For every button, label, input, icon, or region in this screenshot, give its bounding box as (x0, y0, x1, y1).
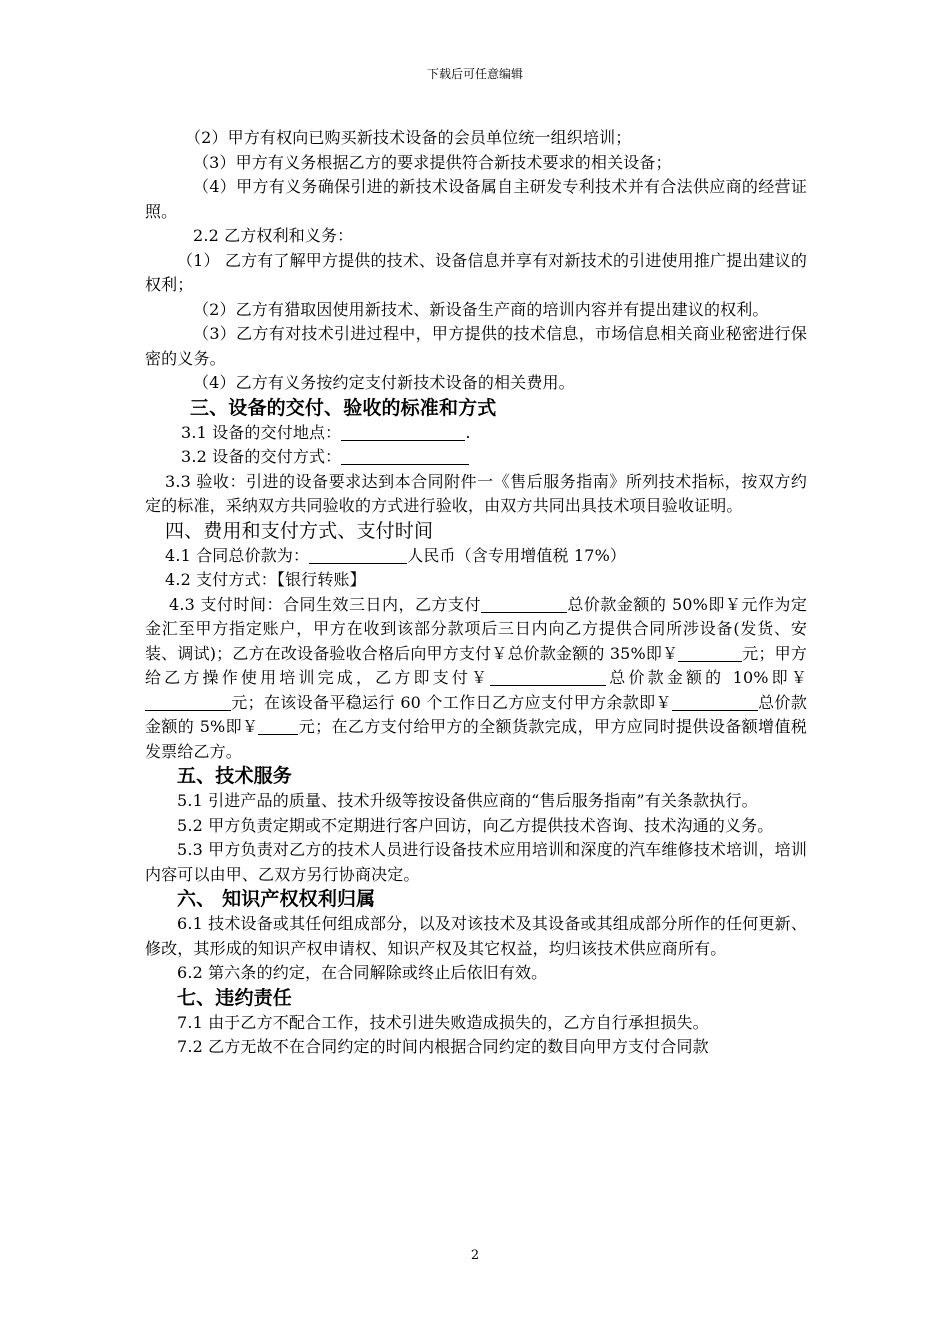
paragraph-2-1-4: （4）甲方有义务确保引进的新技术设备属自主研发专利技术并有合法供应商的经营证照。 (145, 177, 807, 221)
payment-blank-6 (258, 717, 298, 735)
payment-text-3: 元；甲方给乙方操作使用培训完成，乙方即支付￥ (145, 643, 807, 687)
paragraph-7-1: 7.1 由于乙方不配合工作，技术引进失败造成损失的，乙方自行承担损失。 (177, 1012, 709, 1032)
paragraph-3-2 (145, 445, 807, 470)
section-6-heading: 六、 知识产权权利归属 (177, 888, 376, 910)
document-body (145, 126, 807, 1060)
header-note: 下载后可任意编辑 (426, 67, 523, 81)
page-number: 2 (470, 1248, 480, 1263)
paragraph-4-3 (145, 593, 807, 765)
paragraph-2-2-3: （3）乙方有对技术引进过程中，甲方提供的技术信息，市场信息相关商业秘密进行保密的义务。 (145, 324, 807, 368)
payment-blank-2 (678, 644, 742, 662)
paragraph-4-1-suffix: 人民币（含专用增值税 17%） (407, 545, 627, 565)
payment-blank-1 (481, 595, 567, 613)
payment-blank-5 (672, 693, 758, 711)
section-7-heading: 七、违约责任 (177, 986, 292, 1009)
paragraph-4-1-label: 4.1 合同总价款为： (165, 545, 310, 565)
payment-text-7: 元；在乙方支付给甲方的全额货款完成，甲方应同时提供设备额增值税发票给乙方。 (145, 717, 807, 761)
payment-blank-3 (490, 668, 606, 686)
paragraph-3-3: 3.3 验收：引进的设备要求达到本合同附件一《售后服务指南》所列技术指标，按双方约定的标准，采纳双方共同验收的方式进行验收，由双方共同出具技术项目验收证明。 (145, 471, 807, 515)
payment-blank-4 (145, 693, 231, 711)
delivery-method-blank (341, 447, 469, 465)
delivery-location-blank (341, 423, 465, 441)
payment-text-4: 总价款金额的 10%即￥ (606, 668, 808, 687)
paragraph-2-2-title: 2.2 乙方权利和义务： (193, 226, 354, 245)
paragraph-3-1-end: . (465, 422, 471, 442)
paragraph-6-1: 6.1 技术设备或其任何组成部分，以及对该技术及其设备或其组成部分所作的任何更新、修改，其形成的知识产权申请权、知识产权及其它权益，均归该技术供应商所有。 (145, 914, 807, 958)
section-5-heading: 五、技术服务 (177, 765, 292, 787)
section-3-heading: 三、设备的交付、验收的标准和方式 (190, 396, 497, 419)
paragraph-2-2-4: （4）乙方有义务按约定支付新技术设备的相关费用。 (193, 373, 575, 392)
paragraph-2-1-2: （2）甲方有权向已购买新技术设备的会员单位统一组织培训； (185, 128, 632, 147)
payment-text-5: 元；在该设备平稳运行 60 个工作日乙方应支付甲方余款即￥ (231, 692, 672, 712)
paragraph-7-2: 7.2 乙方无故不在合同约定的时间内根据合同约定的数目向甲方支付合同款 (177, 1037, 709, 1056)
paragraph-2-2-1: （1） 乙方有了解甲方提供的技术、设备信息并享有对新技术的引进使用推广提出建议的权利； (145, 250, 807, 294)
paragraph-5-3: 5.3 甲方负责对乙方的技术人员进行设备技术应用培训和深度的汽车维修技术培训，培训内容可以由甲、乙双方另行协商决定。 (145, 840, 807, 884)
payment-text-2: 总价款金额的 50%即￥元作为定金汇至甲方指定账户，甲方在收到该部分款项后三日内向乙方提供合同所涉设备(发货、安装、调试)；乙方在改设备验收合格后向甲方支付￥总价款金额的 35%即￥ (145, 594, 807, 663)
paragraph-3-2-label: 3.2 设备的交付方式： (181, 447, 342, 466)
paragraph-3-1-label: 3.1 设备的交付地点： (181, 422, 342, 442)
paragraph-5-2: 5.2 甲方负责定期或不定期进行客户回访，向乙方提供技术咨询、技术沟通的义务。 (177, 815, 774, 835)
paragraph-3-1 (145, 421, 807, 446)
total-price-blank (309, 546, 407, 564)
paragraph-4-1 (145, 544, 807, 569)
payment-text-1: 4.3 支付时间：合同生效三日内，乙方支付 (169, 594, 482, 614)
paragraph-4-2: 4.2 支付方式：【银行转账】 (165, 570, 366, 589)
payment-text-6: 总价款金额的 5%即￥ (145, 692, 808, 736)
paragraph-6-2: 6.2 第六条的约定，在合同解除或终止后依旧有效。 (177, 963, 548, 982)
paragraph-5-1: 5.1 引进产品的质量、技术升级等按设备供应商的“售后服务指南”有关条款执行。 (177, 791, 758, 810)
paragraph-2-2-2: （2）乙方有猎取因使用新技术、新设备生产商的培训内容并有提出建议的权利。 (193, 299, 769, 319)
paragraph-2-1-3: （3）甲方有义务根据乙方的要求提供符合新技术要求的相关设备； (193, 152, 672, 172)
section-4-heading: 四、费用和支付方式、支付时间 (165, 519, 434, 542)
